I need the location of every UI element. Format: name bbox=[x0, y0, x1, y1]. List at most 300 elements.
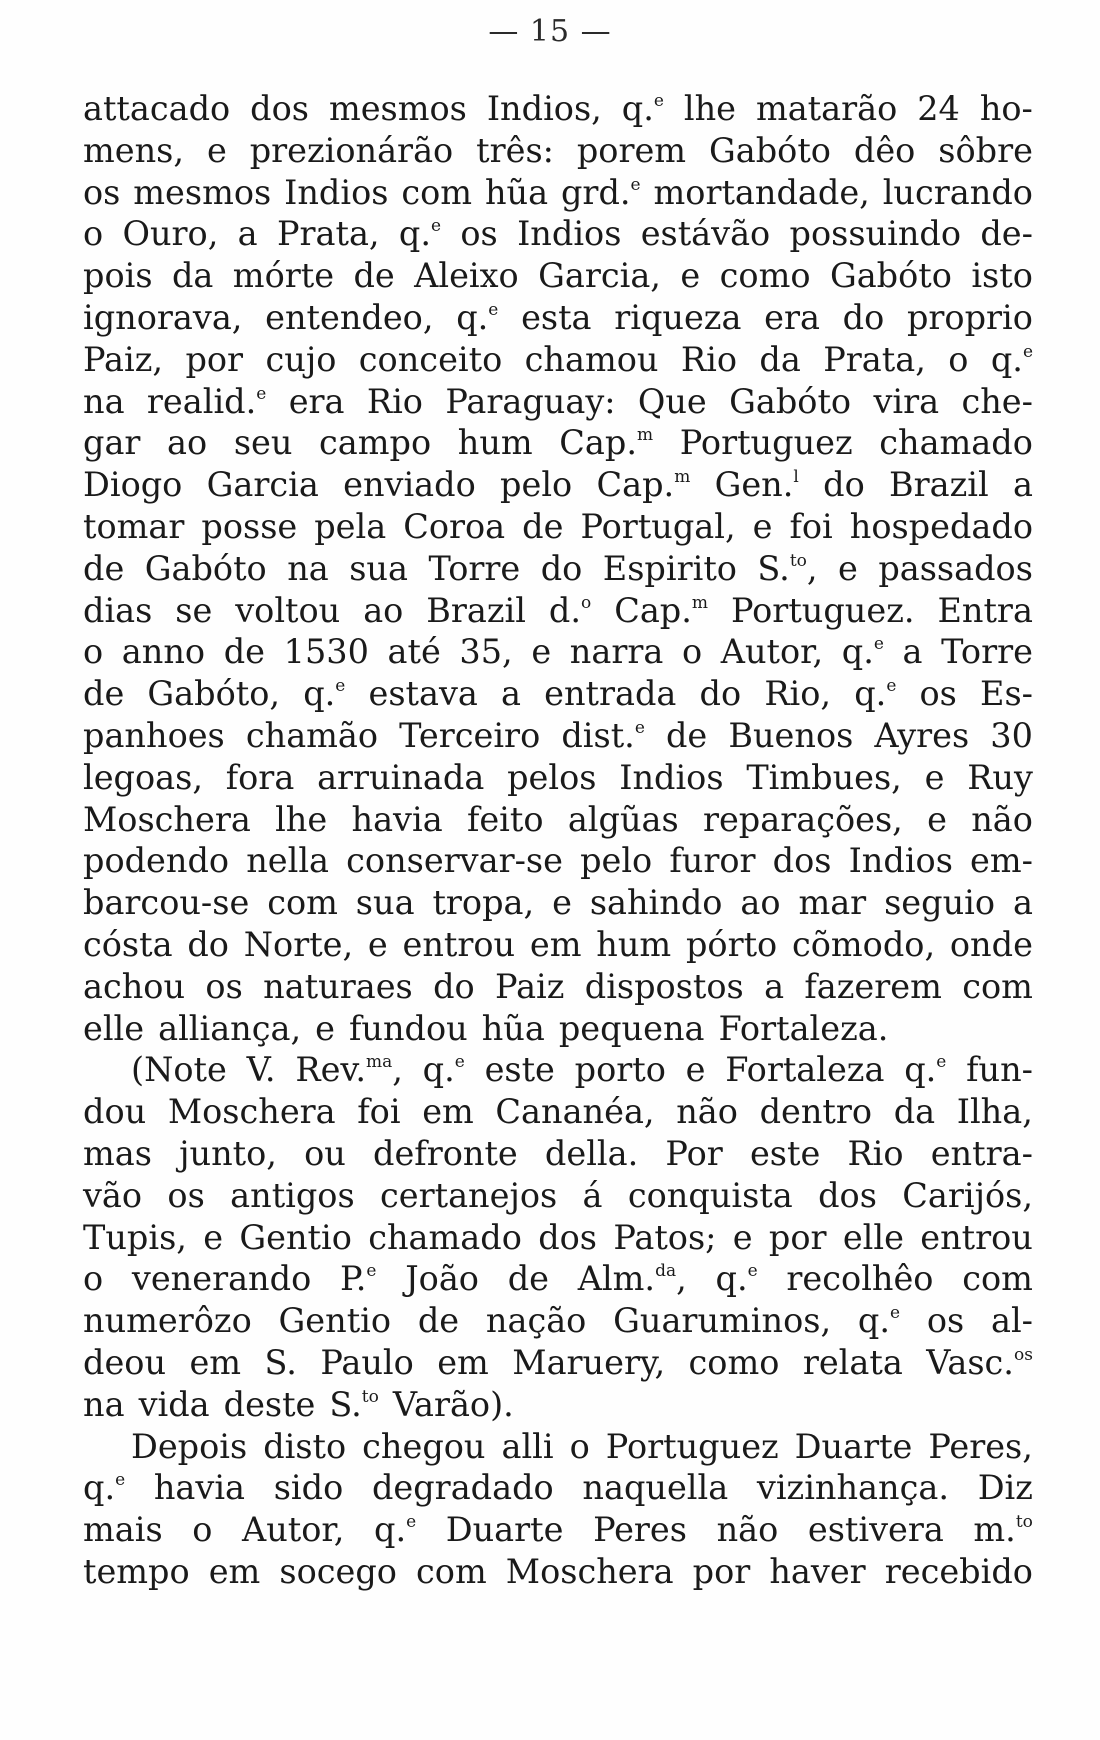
word: nella bbox=[246, 841, 330, 881]
word: posse bbox=[201, 506, 298, 546]
word: q.$^e$ bbox=[857, 1301, 901, 1341]
word: fora bbox=[225, 757, 295, 797]
word: e bbox=[685, 1050, 706, 1090]
word: entra- bbox=[930, 1133, 1033, 1173]
word: q.$^e$ bbox=[841, 632, 884, 672]
text-line bbox=[83, 172, 1033, 214]
word: e bbox=[924, 757, 945, 797]
word: haver bbox=[769, 1551, 866, 1591]
text-line bbox=[83, 673, 1033, 715]
word: pelo bbox=[580, 841, 653, 881]
word: mesmos bbox=[328, 89, 467, 128]
word: Aleixo bbox=[414, 256, 519, 296]
word: Fortaleza bbox=[725, 1050, 885, 1090]
word: os bbox=[460, 214, 498, 254]
word: o bbox=[83, 632, 104, 672]
word: Autor, bbox=[720, 632, 824, 672]
word: e bbox=[838, 548, 858, 588]
text-line bbox=[83, 213, 1033, 255]
text-line bbox=[83, 840, 1033, 882]
word: ignorava, bbox=[83, 297, 243, 337]
word: pequena bbox=[558, 1008, 705, 1048]
word: foi bbox=[789, 506, 833, 546]
word: (Note bbox=[131, 1050, 227, 1090]
word: q.$^e$ bbox=[990, 339, 1033, 379]
word: d.$^o$ bbox=[548, 590, 592, 630]
word: esta bbox=[521, 297, 592, 337]
word: Portuguez bbox=[679, 423, 853, 463]
word: entrada bbox=[544, 674, 677, 714]
word: e bbox=[203, 1217, 224, 1257]
word: tropa, bbox=[432, 883, 535, 923]
word: e bbox=[732, 1217, 753, 1257]
word: conquista bbox=[627, 1175, 793, 1215]
text-line bbox=[83, 1091, 1033, 1133]
word: riqueza bbox=[614, 297, 742, 337]
word: havia bbox=[351, 799, 443, 839]
word: com bbox=[962, 1259, 1033, 1299]
word: sua bbox=[355, 883, 415, 923]
text-line bbox=[83, 882, 1033, 924]
word: entendeo, bbox=[265, 297, 434, 337]
word: Alm.$^{da}$, bbox=[577, 1259, 687, 1299]
text-line bbox=[83, 339, 1033, 381]
word: mens, bbox=[83, 130, 185, 170]
word: S. bbox=[264, 1342, 297, 1382]
text-line bbox=[83, 548, 1033, 590]
word: sahindo bbox=[589, 883, 723, 923]
text-line bbox=[83, 1258, 1033, 1300]
word: lhe bbox=[275, 799, 328, 839]
word: q.$^e$ bbox=[303, 674, 346, 714]
word: Maruery, bbox=[512, 1342, 666, 1382]
word: chamado bbox=[368, 1217, 522, 1257]
text-line bbox=[83, 1426, 1033, 1468]
word: Gen.$^l$ bbox=[714, 465, 799, 505]
word: Paiz, bbox=[83, 339, 164, 379]
word: Indios bbox=[517, 214, 622, 254]
word: Coroa bbox=[403, 506, 506, 546]
word: cõmodo, bbox=[791, 924, 936, 964]
word: mais bbox=[83, 1510, 163, 1550]
word: q.$^e$ bbox=[83, 1468, 126, 1508]
word: Brazil bbox=[426, 590, 526, 630]
word: e bbox=[552, 883, 572, 923]
word: Tupis, bbox=[83, 1217, 187, 1257]
word: q.$^e$ bbox=[422, 1050, 465, 1090]
word: grd.$^e$ bbox=[560, 172, 641, 212]
word: q.$^e$ bbox=[398, 214, 442, 254]
text-line bbox=[83, 631, 1033, 673]
word: como bbox=[719, 256, 811, 296]
word: sido bbox=[273, 1468, 344, 1508]
word: mesmos bbox=[133, 172, 272, 212]
word: com bbox=[962, 966, 1033, 1006]
word: na bbox=[83, 381, 125, 421]
word: os bbox=[205, 966, 243, 1006]
word: alli bbox=[501, 1426, 554, 1466]
text-line bbox=[83, 757, 1033, 799]
word: Gabóto bbox=[144, 548, 267, 588]
word: do bbox=[823, 465, 865, 505]
word: a bbox=[501, 674, 521, 714]
word: até bbox=[387, 632, 441, 672]
word: mas bbox=[83, 1133, 152, 1173]
word: como bbox=[688, 1342, 780, 1382]
word: Que bbox=[637, 381, 707, 421]
word: narra bbox=[569, 632, 664, 672]
word: se bbox=[175, 590, 213, 630]
word: panhoes bbox=[83, 715, 225, 755]
word: Buenos bbox=[728, 715, 854, 755]
word: com bbox=[267, 883, 338, 923]
word: o bbox=[83, 214, 104, 254]
word: pela bbox=[314, 506, 387, 546]
word: naturaes bbox=[263, 966, 413, 1006]
word: lhe bbox=[683, 89, 736, 128]
word: estivera bbox=[807, 1510, 944, 1550]
word: Autor, bbox=[242, 1510, 345, 1550]
word: Duarte bbox=[794, 1426, 913, 1466]
word: Rev.$^{ma}$, bbox=[295, 1050, 403, 1090]
word: possuindo bbox=[789, 214, 962, 254]
word: Terceiro bbox=[399, 715, 541, 755]
text-line bbox=[83, 381, 1033, 423]
word: disto bbox=[263, 1426, 347, 1466]
word: a bbox=[902, 632, 923, 672]
word: deste bbox=[223, 1384, 316, 1424]
word: cósta bbox=[83, 924, 173, 964]
word: Timbues, bbox=[746, 757, 902, 797]
word: dias bbox=[83, 590, 153, 630]
word: e bbox=[531, 632, 552, 672]
word: voltou bbox=[235, 590, 341, 630]
word: Indios, bbox=[486, 89, 602, 128]
word: os bbox=[167, 1175, 205, 1215]
word: e bbox=[315, 1008, 335, 1048]
word: Varão). bbox=[392, 1384, 514, 1424]
word: e bbox=[680, 256, 701, 296]
word: Por bbox=[665, 1133, 723, 1173]
word: mortandade, bbox=[653, 172, 870, 212]
text-line bbox=[83, 506, 1033, 548]
word: passados bbox=[878, 548, 1033, 588]
word: S.$^{to}$, bbox=[757, 548, 818, 588]
word: seguio bbox=[884, 883, 996, 923]
word: o bbox=[948, 339, 969, 379]
word: pois bbox=[83, 256, 153, 296]
word: pelos bbox=[507, 757, 597, 797]
word: q.$^e$ bbox=[904, 1050, 947, 1090]
word: João bbox=[405, 1259, 479, 1299]
word: feito bbox=[466, 799, 544, 839]
word: elle bbox=[83, 1008, 145, 1048]
word: conceito bbox=[358, 339, 503, 379]
word: o bbox=[192, 1510, 213, 1550]
word: naquella bbox=[582, 1468, 729, 1508]
word: do bbox=[187, 924, 229, 964]
word: dispostos bbox=[584, 966, 744, 1006]
text-line bbox=[83, 799, 1033, 841]
word: tomar bbox=[83, 506, 185, 546]
text-line bbox=[83, 1342, 1033, 1384]
word: degradado bbox=[371, 1468, 554, 1508]
word: al- bbox=[990, 1301, 1033, 1341]
word: do bbox=[433, 966, 475, 1006]
word: e bbox=[367, 924, 388, 964]
word: de bbox=[83, 548, 125, 588]
word: algũas bbox=[567, 799, 679, 839]
word: Norte, bbox=[243, 924, 354, 964]
word: Carijós, bbox=[902, 1175, 1033, 1215]
word: Rio bbox=[366, 381, 423, 421]
word: e bbox=[206, 130, 227, 170]
word: Duarte bbox=[445, 1510, 564, 1550]
word: não bbox=[971, 799, 1033, 839]
word: Cap.$^m$ bbox=[559, 423, 654, 463]
word: fundou bbox=[348, 1008, 468, 1048]
word: Paraguay: bbox=[445, 381, 616, 421]
word: Garcia bbox=[206, 465, 319, 505]
word: mar bbox=[798, 883, 867, 923]
word: defronte bbox=[373, 1133, 518, 1173]
text-line bbox=[83, 1384, 1033, 1426]
body-text bbox=[83, 88, 1033, 1593]
text-line bbox=[83, 1049, 1033, 1091]
word: 24 bbox=[917, 89, 960, 128]
word: proprio bbox=[906, 297, 1033, 337]
text-line bbox=[83, 130, 1033, 172]
word: lucrando bbox=[882, 172, 1033, 212]
word: vizinhança. bbox=[756, 1468, 949, 1508]
word: enviado bbox=[343, 465, 476, 505]
word: dos bbox=[772, 841, 832, 881]
word: Gentio bbox=[278, 1301, 392, 1341]
word: Garcia, bbox=[538, 256, 661, 296]
word: onde bbox=[949, 924, 1033, 964]
word: anno bbox=[121, 632, 206, 672]
word: dos bbox=[818, 1175, 877, 1215]
word: da bbox=[759, 339, 801, 379]
word: Indios bbox=[284, 172, 389, 212]
text-line bbox=[83, 1008, 1033, 1050]
word: com bbox=[416, 1551, 487, 1591]
word: q.$^e$ bbox=[456, 297, 499, 337]
word: do bbox=[540, 548, 583, 588]
word: Paulo bbox=[320, 1342, 414, 1382]
word: Moschera bbox=[83, 799, 251, 839]
word: junto, bbox=[179, 1133, 277, 1173]
word: Ayres bbox=[874, 715, 970, 755]
word: seu bbox=[233, 423, 293, 463]
word: Gentio bbox=[239, 1217, 352, 1257]
text-line bbox=[83, 464, 1033, 506]
word: 35, bbox=[459, 632, 513, 672]
word: em bbox=[529, 924, 582, 964]
word: alliança, bbox=[158, 1008, 302, 1048]
word: não bbox=[716, 1510, 779, 1550]
word: na bbox=[287, 548, 329, 588]
word: Diogo bbox=[83, 465, 183, 505]
word: Paiz bbox=[495, 966, 565, 1006]
word: porto bbox=[574, 1050, 666, 1090]
word: do bbox=[842, 297, 885, 337]
word: de bbox=[507, 1259, 549, 1299]
word: de bbox=[83, 674, 125, 714]
text-line bbox=[83, 1300, 1033, 1342]
word: V. bbox=[246, 1050, 276, 1090]
word: Patos; bbox=[613, 1217, 717, 1257]
word: fun- bbox=[966, 1050, 1033, 1090]
word: a bbox=[764, 966, 785, 1006]
word: che- bbox=[961, 381, 1033, 421]
word: deou bbox=[83, 1342, 167, 1382]
word: Peres, bbox=[928, 1426, 1033, 1466]
word: Portuguez. bbox=[730, 590, 915, 630]
word: ao bbox=[363, 590, 404, 630]
text-line bbox=[83, 1551, 1033, 1593]
word: a bbox=[237, 214, 258, 254]
word: chamão bbox=[245, 715, 379, 755]
word: podendo bbox=[83, 841, 230, 881]
word: Gabóto bbox=[729, 381, 852, 421]
text-line bbox=[83, 255, 1033, 297]
text-line bbox=[83, 88, 1033, 130]
word: achou bbox=[83, 966, 186, 1006]
word: matarão bbox=[755, 89, 898, 128]
word: em bbox=[437, 1342, 489, 1382]
word: attacado bbox=[83, 89, 231, 128]
word: o bbox=[569, 1426, 590, 1466]
word: prezionárão bbox=[249, 130, 454, 170]
word: vira bbox=[873, 381, 940, 421]
word: Guaruminos, bbox=[613, 1301, 832, 1341]
word: certanejos bbox=[380, 1175, 558, 1215]
text-line bbox=[83, 1509, 1033, 1551]
text-line bbox=[83, 966, 1033, 1008]
word: Ilha, bbox=[956, 1092, 1033, 1132]
word: tempo bbox=[83, 1551, 190, 1591]
word: hũa bbox=[484, 172, 549, 212]
text-line bbox=[83, 422, 1033, 464]
word: hũa bbox=[481, 1008, 545, 1048]
word: Entra bbox=[937, 590, 1033, 630]
word: não bbox=[676, 1092, 738, 1132]
word: m.$^{to}$ bbox=[973, 1510, 1033, 1550]
word: dos bbox=[538, 1217, 597, 1257]
word: conservar-se bbox=[346, 841, 563, 881]
word: arruinada bbox=[317, 757, 485, 797]
word: Espirito bbox=[602, 548, 737, 588]
word: do bbox=[699, 674, 742, 714]
word: socego bbox=[279, 1551, 397, 1591]
text-line bbox=[83, 1467, 1033, 1509]
word: com bbox=[401, 172, 473, 212]
word: P.$^e$ bbox=[340, 1259, 377, 1299]
word: da bbox=[171, 256, 214, 296]
word: nação bbox=[485, 1301, 587, 1341]
word: de bbox=[353, 256, 395, 296]
word: Portugal, bbox=[580, 506, 736, 546]
word: entrou bbox=[920, 1217, 1033, 1257]
word: Portuguez bbox=[605, 1426, 779, 1466]
word: dos bbox=[250, 89, 309, 128]
word: Depois bbox=[131, 1426, 248, 1466]
word: por bbox=[692, 1551, 751, 1591]
word: este bbox=[749, 1133, 821, 1173]
word: Prata, bbox=[823, 339, 926, 379]
word: chamado bbox=[879, 423, 1033, 463]
word: chamou bbox=[524, 339, 659, 379]
word: q.$^e$ bbox=[374, 1510, 417, 1550]
word: Cap.$^m$ bbox=[614, 590, 709, 630]
word: elle bbox=[842, 1217, 904, 1257]
word: foi bbox=[357, 1092, 401, 1132]
word: recebido bbox=[884, 1551, 1033, 1591]
word: de- bbox=[980, 214, 1033, 254]
word: campo bbox=[319, 423, 432, 463]
word: realid.$^e$ bbox=[146, 381, 267, 421]
word: Rio bbox=[847, 1133, 904, 1173]
word: dentro bbox=[759, 1092, 873, 1132]
word: da bbox=[893, 1092, 936, 1132]
word: Torre bbox=[941, 632, 1033, 672]
word: era bbox=[288, 381, 345, 421]
word: mórte bbox=[232, 256, 335, 296]
text-line bbox=[83, 715, 1033, 757]
word: os bbox=[83, 172, 121, 212]
word: estávão bbox=[640, 214, 771, 254]
word: Vasc.$^{os}$ bbox=[926, 1342, 1033, 1382]
word: della. bbox=[544, 1133, 639, 1173]
word: vida bbox=[138, 1384, 210, 1424]
word: por bbox=[185, 339, 244, 379]
text-line bbox=[83, 1217, 1033, 1259]
word: em- bbox=[970, 841, 1033, 881]
word: cujo bbox=[265, 339, 337, 379]
word: de bbox=[522, 506, 564, 546]
word: Fortaleza. bbox=[718, 1008, 889, 1048]
word: este bbox=[484, 1050, 555, 1090]
word: de bbox=[223, 632, 265, 672]
word: Cap.$^m$ bbox=[596, 465, 691, 505]
word: porem bbox=[576, 130, 687, 170]
word: Peres bbox=[593, 1510, 687, 1550]
word: e bbox=[927, 799, 947, 839]
word: 30 bbox=[990, 715, 1033, 755]
word: de bbox=[665, 715, 708, 755]
word: venerando bbox=[131, 1259, 312, 1299]
word: por bbox=[768, 1217, 827, 1257]
text-line bbox=[83, 924, 1033, 966]
word: a bbox=[1013, 465, 1033, 505]
word: Es- bbox=[980, 674, 1033, 714]
word: S.$^{to}$ bbox=[329, 1384, 379, 1424]
word: q.$^e$ bbox=[854, 674, 897, 714]
word: barcou-se bbox=[83, 883, 250, 923]
word: havia bbox=[153, 1468, 246, 1508]
word: dou bbox=[83, 1092, 147, 1132]
word: os bbox=[919, 674, 957, 714]
page-number: — 15 — bbox=[488, 14, 612, 49]
word: recolhêo bbox=[786, 1259, 934, 1299]
word: isto bbox=[971, 256, 1033, 296]
word: estava bbox=[368, 674, 478, 714]
text-line bbox=[83, 1175, 1033, 1217]
word: entrou bbox=[402, 924, 516, 964]
word: em bbox=[208, 1551, 261, 1591]
word: ao bbox=[167, 423, 208, 463]
